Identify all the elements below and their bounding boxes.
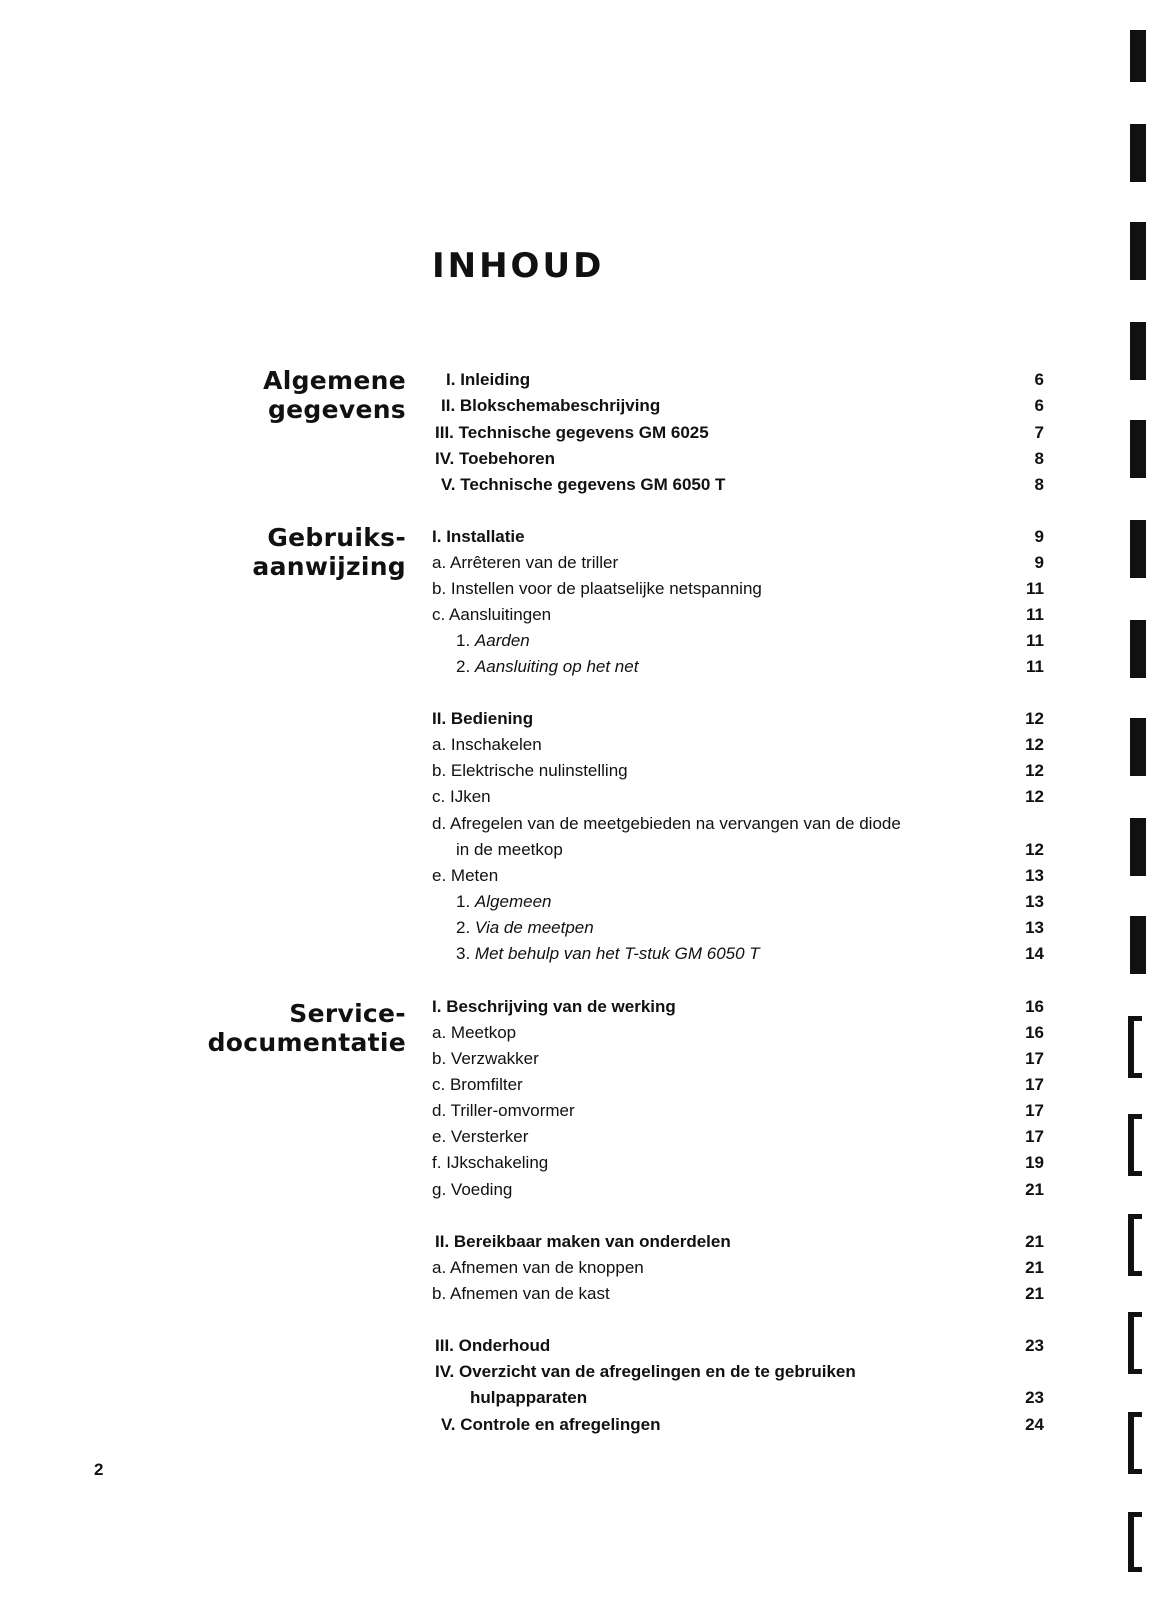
toc-page-number: 21 (1025, 1258, 1044, 1277)
toc-entry[interactable]: 2. Aansluiting op het net 11 (432, 654, 1044, 680)
toc-page-number: 13 (1025, 866, 1044, 885)
toc-entry[interactable]: 1. Aarden 11 (432, 628, 1044, 654)
index-tab-marker (1130, 916, 1146, 974)
index-tab-marker (1130, 322, 1146, 380)
toc-page-number: 21 (1025, 1284, 1044, 1303)
toc-page-number: 12 (1025, 709, 1044, 728)
index-tab-marker (1130, 620, 1146, 678)
toc-entry[interactable]: in de meetkop 12 (432, 837, 1044, 863)
toc-entry[interactable]: 1. Algemeen 13 (432, 889, 1044, 915)
toc-page-number: 9 (1034, 527, 1044, 546)
index-tab-marker (1128, 1214, 1142, 1276)
toc-entry[interactable]: d. Triller-omvormer 17 (432, 1098, 1044, 1124)
section-heading-service-documentatie (86, 999, 406, 1057)
toc-page-number: 17 (1025, 1049, 1044, 1068)
index-tab-marker (1130, 30, 1146, 82)
index-tab-marker (1128, 1114, 1142, 1176)
toc-entry[interactable]: c. Aansluitingen 11 (432, 602, 1044, 628)
toc-page-number: 11 (1026, 631, 1044, 650)
section-heading-line: documentatie (207, 1028, 406, 1057)
index-tab-marker (1130, 420, 1146, 478)
toc-entry[interactable]: c. IJken 12 (432, 784, 1044, 810)
toc-entry[interactable]: IV. Overzicht van de afregelingen en de te gebruiken (435, 1362, 856, 1381)
toc-entry[interactable]: V. Controle en afregelingen 24 (432, 1412, 1044, 1438)
toc-entry[interactable]: V. Technische gegevens GM 6050 T 8 (432, 472, 1044, 498)
toc-entry[interactable]: II. Bereikbaar maken van onderdelen 21 (432, 1229, 1044, 1255)
toc-page-number: 12 (1025, 840, 1044, 859)
toc-page-number: 11 (1026, 657, 1044, 676)
index-tab-marker (1128, 1512, 1142, 1572)
page-title: INHOUD (432, 246, 605, 286)
toc-entry[interactable]: a. Arrêteren van de triller 9 (432, 550, 1044, 576)
toc-page-number: 19 (1025, 1153, 1044, 1172)
toc-entry[interactable]: c. Bromfilter 17 (432, 1072, 1044, 1098)
toc-page-number: 7 (1034, 423, 1044, 442)
toc-entry[interactable]: e. Versterker 17 (432, 1124, 1044, 1150)
index-tab-marker (1130, 718, 1146, 776)
toc-page-number: 17 (1025, 1101, 1044, 1120)
toc-entry[interactable]: a. Inschakelen 12 (432, 732, 1044, 758)
index-tab-marker (1128, 1016, 1142, 1078)
toc-page-number: 12 (1025, 735, 1044, 754)
toc-entry[interactable]: III. Onderhoud 23 (432, 1333, 1044, 1359)
toc-entry[interactable]: III. Technische gegevens GM 6025 7 (432, 420, 1044, 446)
toc-page-number: 6 (1034, 370, 1044, 389)
toc-entry[interactable]: a. Meetkop 16 (432, 1020, 1044, 1046)
toc-entry[interactable]: d. Afregelen van de meetgebieden na vervangen van de diode (432, 814, 901, 833)
section-heading-line: aanwijzing (252, 552, 406, 581)
toc-page-number: 16 (1025, 997, 1044, 1016)
toc-page-number: 8 (1034, 475, 1044, 494)
toc-entry[interactable]: I. Beschrijving van de werking 16 (432, 994, 1044, 1020)
index-tab-marker (1130, 124, 1146, 182)
toc-page-number: 24 (1025, 1415, 1044, 1434)
section-heading-line: Algemene (263, 366, 406, 395)
section-heading-gebruiksaanwijzing (86, 523, 406, 581)
toc-entry[interactable]: I. Inleiding 6 (432, 367, 1044, 393)
toc-page-number: 13 (1025, 918, 1044, 937)
toc-page-number: 23 (1025, 1336, 1044, 1355)
toc-page-number: 9 (1034, 553, 1044, 572)
toc-entry[interactable]: e. Meten 13 (432, 863, 1044, 889)
toc-entry[interactable]: b. Afnemen van de kast 21 (432, 1281, 1044, 1307)
toc-page-number: 16 (1025, 1023, 1044, 1042)
toc-entry[interactable]: I. Installatie 9 (432, 524, 1044, 550)
toc-page-number: 8 (1034, 449, 1044, 468)
toc-entry[interactable]: IV. Toebehoren 8 (432, 446, 1044, 472)
index-tab-marker (1128, 1312, 1142, 1374)
toc-entry[interactable]: g. Voeding 21 (432, 1177, 1044, 1203)
index-tab-marker (1130, 222, 1146, 280)
toc-page-number: 21 (1025, 1232, 1044, 1251)
page-number: 2 (94, 1460, 104, 1479)
toc-entry[interactable]: II. Blokschemabeschrijving 6 (432, 393, 1044, 419)
toc-page-number: 12 (1025, 787, 1044, 806)
toc-entry[interactable]: b. Instellen voor de plaatselijke netspanning 11 (432, 576, 1044, 602)
toc-entry[interactable]: 3. Met behulp van het T-stuk GM 6050 T 14 (432, 941, 1044, 967)
toc-entry[interactable]: f. IJkschakeling 19 (432, 1150, 1044, 1176)
toc-page-number: 23 (1025, 1388, 1044, 1407)
toc-page-number: 11 (1026, 605, 1044, 624)
toc-entry[interactable]: 2. Via de meetpen 13 (432, 915, 1044, 941)
toc-page-number: 6 (1034, 396, 1044, 415)
section-heading-algemene-gegevens (86, 366, 406, 424)
index-tab-marker (1130, 818, 1146, 876)
toc-page-number: 12 (1025, 761, 1044, 780)
toc-entry[interactable]: hulpapparaten 23 (432, 1385, 1044, 1411)
index-tab-marker (1128, 1412, 1142, 1474)
toc-page-number: 21 (1025, 1180, 1044, 1199)
toc-page-number: 14 (1025, 944, 1044, 963)
index-tab-marker (1130, 520, 1146, 578)
toc-page-number: 17 (1025, 1127, 1044, 1146)
section-heading-line: Service- (289, 999, 406, 1028)
toc-page-number: 17 (1025, 1075, 1044, 1094)
toc-page-number: 11 (1026, 579, 1044, 598)
toc-entry[interactable]: a. Afnemen van de knoppen 21 (432, 1255, 1044, 1281)
toc-entry[interactable]: b. Verzwakker 17 (432, 1046, 1044, 1072)
section-heading-line: Gebruiks- (267, 523, 406, 552)
toc-page-number: 13 (1025, 892, 1044, 911)
toc-entry[interactable]: b. Elektrische nulinstelling 12 (432, 758, 1044, 784)
section-heading-line: gegevens (267, 395, 406, 424)
toc-entry[interactable]: II. Bediening 12 (432, 706, 1044, 732)
